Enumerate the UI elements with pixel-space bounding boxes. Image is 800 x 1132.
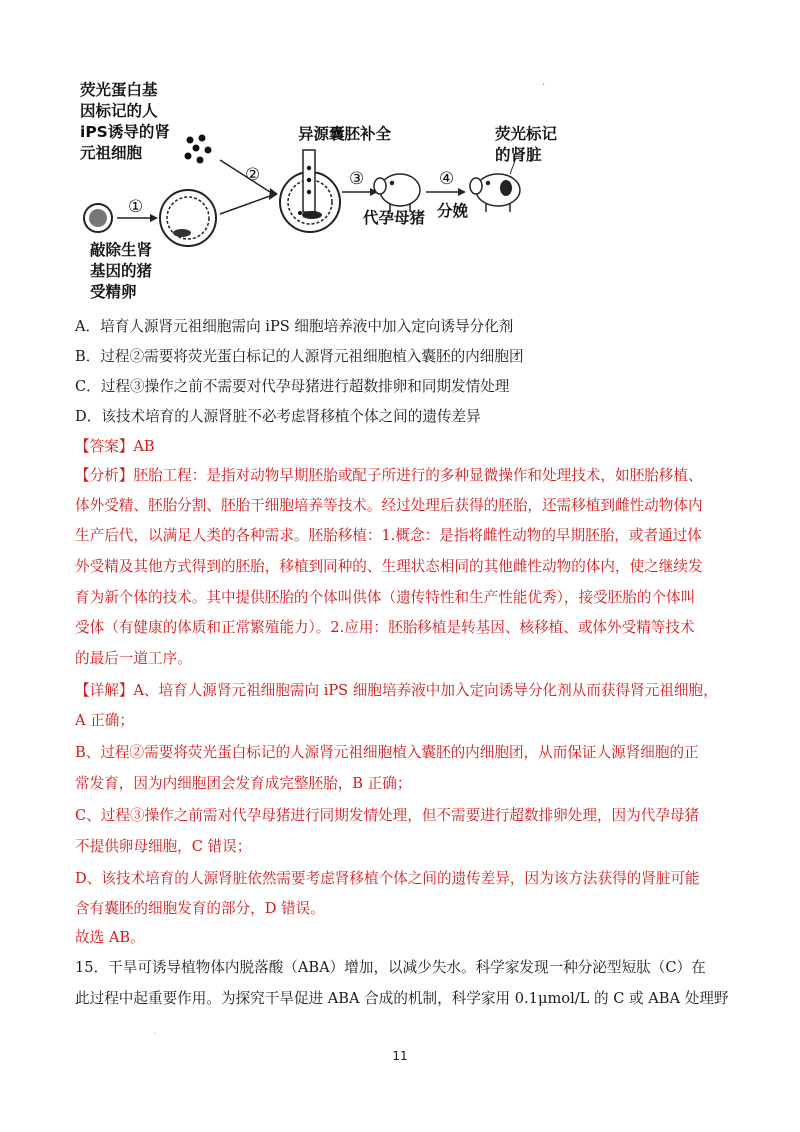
detail-line-1: [75, 681, 725, 700]
label-ips-cells: 荧光蛋白基 因标记的人 iPS诱导的肾 元祖细胞: [80, 81, 170, 162]
option-b: B．过程②需要将荧光蛋白标记的人源肾元祖细胞植入囊胚的内细胞团: [75, 348, 524, 365]
answer-text: AB: [133, 438, 155, 455]
label-fertilized-egg: 敲除生肾 基因的猪 受精卵: [90, 241, 153, 301]
answer-tag: 【答案】: [75, 438, 134, 455]
analysis-line-6: 受体（有健康的体质和正常繁殖能力）。2.应用：胚胎移植是转基因、核移植、或体外受精等技术: [75, 619, 695, 636]
label-surrogate-pig: 代孕母猪: [363, 209, 426, 227]
fluorescent-kidney: [500, 180, 512, 196]
option-a: A．培育人源肾元祖细胞需向 iPS 细胞培养液中加入定向诱导分化剂: [75, 318, 514, 335]
fertilized-egg: [84, 204, 112, 232]
detail-line-5: C、过程③操作之前需对代孕母猪进行同期发情处理，但不需要进行超数排卵处理，因为代孕母猪: [75, 807, 700, 824]
step-2-marker: ②: [245, 165, 261, 185]
analysis-line-1: [75, 466, 725, 485]
detail-line-2: A 正确；: [75, 712, 134, 729]
option-d: D．该技术培育的人源肾脏不必考虑肾移植个体之间的遗传差异: [75, 408, 481, 425]
conclusion: 故选 AB。: [75, 929, 145, 946]
detail-line-7: D、该技术培育的人源肾脏依然需要考虑肾移植个体之间的遗传差异，因为该方法获得的肾脏可能: [75, 870, 700, 887]
step-1-marker: ①: [128, 197, 144, 217]
top-mark: ·: [542, 80, 546, 91]
label-birth: 分娩: [437, 202, 469, 220]
detail-line-3: B、过程②需要将荧光蛋白标记的人源肾元祖细胞植入囊胚的内细胞团，从而保证人源肾细胞的正: [75, 744, 699, 761]
analysis-line-3: 生产后代，以满足人类的各种需求。胚胎移植：1.概念：是指将雌性动物的早期胚胎，或者通过体: [75, 527, 702, 544]
answer-line: [75, 437, 725, 456]
detail-line-4: 常发育，因为内细胞团会发育成完整胚胎，B 正确；: [75, 775, 412, 792]
label-fluorescent-kidney: 荧光标记 的肾脏: [495, 125, 558, 164]
analysis-line-7: 的最后一道工序。: [75, 650, 192, 667]
detail-line-8: 含有囊胚的细胞发育的部分，D 错误。: [75, 900, 325, 917]
bottom-mark: ·: [154, 1029, 157, 1038]
question-15-line-2: 此过程中起重要作用。为探究干旱促进 ABA 合成的机制，科学家用 0.1μmol/L 的 C 或 ABA 处理野: [75, 990, 729, 1007]
analysis-text: 胚胎工程：是指对动物早期胚胎或配子所进行的多种显微操作和处理技术，如胚胎移植、: [133, 467, 703, 484]
page-number: 11: [392, 1049, 408, 1063]
detail-tag: 【详解】: [75, 682, 134, 699]
ips-cells: [185, 135, 212, 164]
analysis-line-4: 外受精及其他方式得到的胚胎，移植到同种的、生理状态相同的其他雌性动物的体内，使之继续发: [75, 558, 703, 575]
question-15-line-1: 15．干旱可诱导植物体内脱落酸（ABA）增加，以减少失水。科学家发现一种分泌型短肽（C）在: [75, 959, 706, 976]
step-4-marker: ④: [439, 169, 455, 189]
process-diagram: [70, 80, 570, 305]
detail-text: A、培育人源肾元祖细胞需向 iPS 细胞培养液中加入定向诱导分化剂从而获得肾元祖细胞，: [133, 682, 718, 699]
analysis-line-2: 体外受精、胚胎分割、胚胎干细胞培养等技术。经过处理后获得的胚胎，还需移植到雌性动物体内: [75, 497, 703, 514]
analysis-line-5: 育为新个体的技术。其中提供胚胎的个体叫供体（遗传特性和生产性能优秀），接受胚胎的个体叫: [75, 589, 696, 606]
detail-line-6: 不提供卵母细胞，C 错误；: [75, 838, 252, 855]
step-3-marker: ③: [349, 169, 365, 189]
blastocyst-2: [280, 150, 340, 232]
blastocyst-1: [160, 190, 216, 246]
analysis-tag: 【分析】: [75, 467, 134, 484]
option-c: C．过程③操作之前不需要对代孕母猪进行超数排卵和同期发情处理: [75, 378, 510, 395]
piglet: [470, 174, 520, 212]
surrogate-pig: [374, 174, 420, 212]
label-blastocyst-supplement: 异源囊胚补全: [298, 125, 392, 143]
